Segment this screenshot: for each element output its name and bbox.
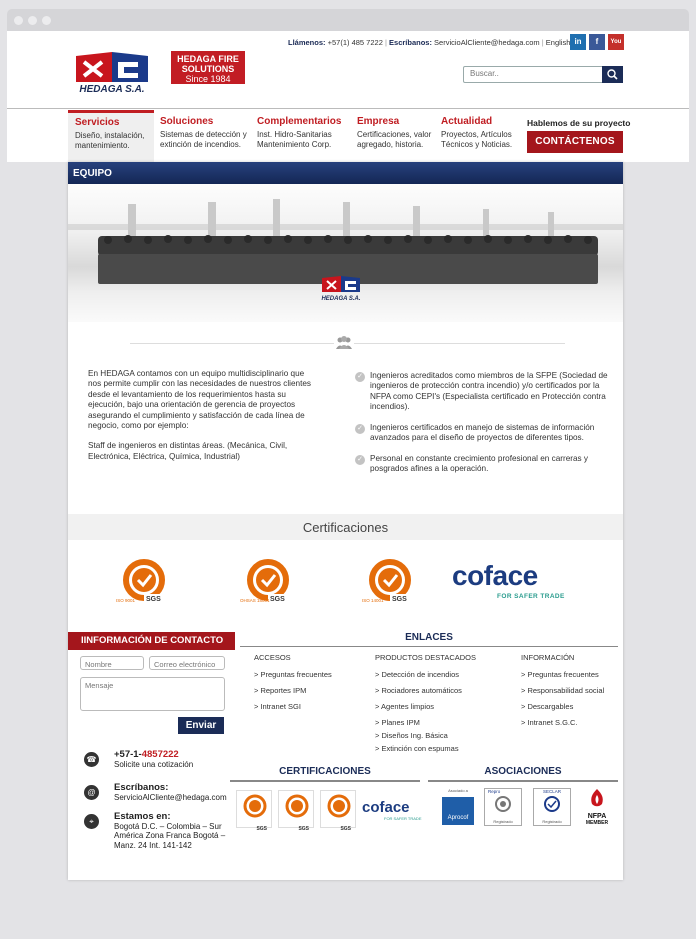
link-item[interactable]: > Rociadores automáticos [375, 686, 462, 695]
top-contact-bar: Llámenos: +57(1) 485 7222 | Escríbanos: ServicioAlCliente@hedaga.com | English [288, 38, 571, 47]
link-item[interactable]: > Intranet S.G.C. [521, 718, 578, 727]
standard-label: ISO 9001 [116, 598, 136, 603]
fire-line1: HEDAGA FIRE [177, 54, 239, 64]
repro-logo[interactable] [484, 788, 522, 826]
email-value[interactable]: ServicioAlCliente@hedaga.com [114, 792, 227, 802]
contact-title: IINFORMACIÓN DE CONTACTO [68, 632, 235, 650]
nav-title: Soluciones [160, 116, 214, 127]
sgs-badge-small[interactable] [278, 790, 314, 832]
seclar-top: SECLAR [542, 789, 561, 794]
bullet-text: Ingenieros certificados en manejo de sistemas de información avanzados para el diseño de proyectos de diferentes tipos. [370, 423, 595, 443]
coface-tagline: FOR SAFER TRADE [497, 593, 565, 600]
link-item[interactable]: > Descargables [521, 702, 574, 711]
message-textarea[interactable]: Mensaje [80, 677, 225, 711]
phone-number[interactable]: 4857222 [141, 749, 179, 760]
nav-item-servicios[interactable] [68, 110, 154, 162]
link-item[interactable]: > Detección de incendios [375, 670, 460, 679]
repro-label: Registrado [493, 819, 513, 824]
nav-item-soluciones[interactable] [160, 117, 255, 150]
link-item[interactable]: > Extinción con espumas [375, 744, 459, 753]
aprocof-logo[interactable] [442, 788, 474, 826]
divider [230, 780, 420, 782]
photo-brand: HEDAGA S.A. [321, 296, 361, 302]
footer-certifications-title: CERTIFICACIONES [279, 766, 371, 777]
fire-since: Since 1984 [185, 74, 231, 84]
search-icon [602, 66, 623, 83]
nav-title: Empresa [357, 116, 400, 127]
team-photo [68, 184, 623, 322]
nav-separator [7, 108, 689, 109]
aprocof-top: Asociado a [448, 788, 468, 793]
sgs-label: SGS [298, 826, 309, 832]
nav-desc: Proyectos, Artículos Técnicos y Noticias. [441, 130, 513, 149]
standard-label: ISO 14001 [362, 598, 384, 603]
intro-paragraph: Staff de ingenieros en distintas áreas. (Mecánica, Civil, Electrónica, Eléctrica, Química, Industrial) [88, 441, 288, 461]
divider [428, 780, 618, 782]
nav-title: Complementarios [257, 116, 342, 127]
accesos-heading: ACCESOS [254, 653, 291, 662]
productos-heading: PRODUCTOS DESTACADOS [375, 653, 476, 662]
window-dot [42, 16, 51, 25]
phone-prefix: +57-1- [114, 749, 142, 760]
email-label: Escríbanos: [114, 782, 169, 793]
nav-item-actualidad[interactable] [441, 117, 523, 150]
link-item[interactable]: > Preguntas frecuentes [254, 670, 332, 679]
bullet-text: Ingenieros acreditados como miembros de la SFPE (Sociedad de ingenieros de protección contra incendio) y/o certificados por la NFPA como CEPI's (Especialista certificado en Protección contra incendios). [370, 371, 608, 411]
location-icon: ⌖ [84, 814, 99, 829]
links-divider [240, 646, 618, 647]
bullet-item [355, 454, 615, 475]
hedaga-logo[interactable] [72, 48, 152, 98]
link-item[interactable]: > Intranet SGI [254, 702, 301, 711]
email-input[interactable]: Correo electrónico [149, 656, 225, 670]
intro-text [88, 369, 318, 462]
nfpa-logo[interactable] [582, 788, 612, 828]
link-item[interactable]: > Responsabilidad social [521, 686, 605, 695]
nav-item-complementarios[interactable] [257, 117, 353, 150]
certifications-title: Certificaciones [302, 520, 389, 535]
call-label: Llámenos: [288, 38, 326, 47]
coface-logo[interactable]: coface [452, 560, 538, 591]
nav-item-empresa[interactable] [357, 117, 439, 150]
nav-desc: Sistemas de detección y extinción de incendios. [160, 130, 247, 149]
people-icon [334, 335, 354, 351]
link-item[interactable]: > Preguntas frecuentes [521, 670, 599, 679]
sgs-label: SGS [340, 826, 351, 832]
sgs-iso14001-badge[interactable] [362, 554, 418, 610]
sgs-label: SGS [256, 826, 267, 832]
linkedin-icon[interactable]: in [570, 34, 586, 50]
language-link[interactable]: English [545, 38, 571, 47]
at-icon: @ [84, 785, 99, 800]
write-label: Escríbanos: [389, 38, 432, 47]
sgs-label: SGS [270, 596, 285, 603]
window-dot [14, 16, 23, 25]
search-placeholder: Buscar.. [470, 69, 499, 78]
phone-icon: ☎ [84, 752, 99, 767]
links-title: ENLACES [405, 632, 453, 643]
browser-titlebar [7, 9, 689, 31]
coface-tagline-small: FOR SAFER TRADE [384, 816, 422, 821]
repro-top: Repro [488, 789, 501, 794]
contact-phone [114, 750, 193, 769]
nfpa-label: NFPA [587, 813, 607, 820]
link-item[interactable]: > Reportes IPM [254, 686, 307, 695]
contact-button[interactable]: CONTÁCTENOS [527, 131, 623, 153]
link-item[interactable]: > Diseños Ing. Básica [375, 731, 448, 740]
check-icon: ✓ [355, 372, 365, 382]
aprocof-label: Aprocof [442, 797, 474, 825]
seclar-logo[interactable] [533, 788, 571, 826]
seclar-label: Registrado [542, 819, 562, 824]
nav-desc: Inst. Hidro-Sanitarias Mantenimiento Corp. [257, 130, 332, 149]
brand-name: HEDAGA S.A. [79, 84, 145, 95]
intro-paragraph: En HEDAGA contamos con un equipo multidisciplinario que nos permite cumplir con las necesidades de nuestros clientes desde el levantamiento de los requerimientos hasta su ejecución, bajo una orientación de gerencia de proyectos asegurando el cumplimiento y satisfacción de cada línea de negocio, como por ejemplo: [88, 369, 311, 431]
phone-sub: Solicite una cotización [114, 759, 194, 769]
bullet-item [355, 423, 615, 444]
sgs-ohsas18001-badge[interactable] [240, 554, 296, 610]
bullet-text: Personal en constante crecimiento profesional en carreras y posgrados afines a la operación. [370, 454, 588, 474]
nav-desc: Certificaciones, valor agregado, historia. [357, 130, 432, 149]
fire-solutions-badge[interactable] [171, 51, 245, 84]
window-dot [28, 16, 37, 25]
address-value: Bogotá D.C. – Colombia – Sur América Zona Franca Bogotá – Manz. 24 Int. 141-142 [114, 821, 226, 850]
informacion-heading: INFORMACIÓN [521, 653, 575, 662]
sgs-iso9001-badge[interactable] [116, 554, 172, 610]
nav-title: Servicios [75, 117, 120, 128]
facebook-icon[interactable]: f [589, 34, 605, 50]
address-label: Estamos en: [114, 811, 171, 822]
name-input[interactable]: Nombre [80, 656, 144, 670]
cta-label: Hablemos de su proyecto [527, 118, 631, 128]
nfpa-member: MEMBER [585, 820, 609, 826]
link-item[interactable]: > Planes IPM [375, 718, 420, 727]
nav-title: Actualidad [441, 116, 493, 127]
fire-line2: SOLUTIONS [181, 64, 235, 74]
standard-label: OHSAS 18001 [240, 598, 270, 603]
link-item[interactable]: > Agentes limpios [375, 702, 434, 711]
sgs-badge-small[interactable] [236, 790, 272, 832]
section-title: EQUIPO [68, 162, 623, 184]
footer-associations-title: ASOCIACIONES [484, 766, 562, 777]
contact-email [114, 783, 227, 802]
sgs-label: SGS [392, 596, 407, 603]
contact-address [114, 812, 229, 850]
check-icon: ✓ [355, 424, 365, 434]
send-button[interactable]: Enviar [178, 717, 224, 734]
youtube-icon[interactable]: You [608, 34, 624, 50]
check-icon: ✓ [355, 455, 365, 465]
coface-logo-small[interactable]: coface [362, 799, 410, 816]
search-button[interactable] [602, 66, 623, 83]
nav-desc: Diseño, instalación, mantenimiento. [75, 131, 145, 150]
sgs-label: SGS [146, 596, 161, 603]
call-value[interactable]: +57(1) 485 7222 [327, 38, 383, 47]
write-value[interactable]: ServicioAlCliente@hedaga.com [434, 38, 540, 47]
bullet-item [355, 371, 615, 412]
sgs-badge-small[interactable] [320, 790, 356, 832]
